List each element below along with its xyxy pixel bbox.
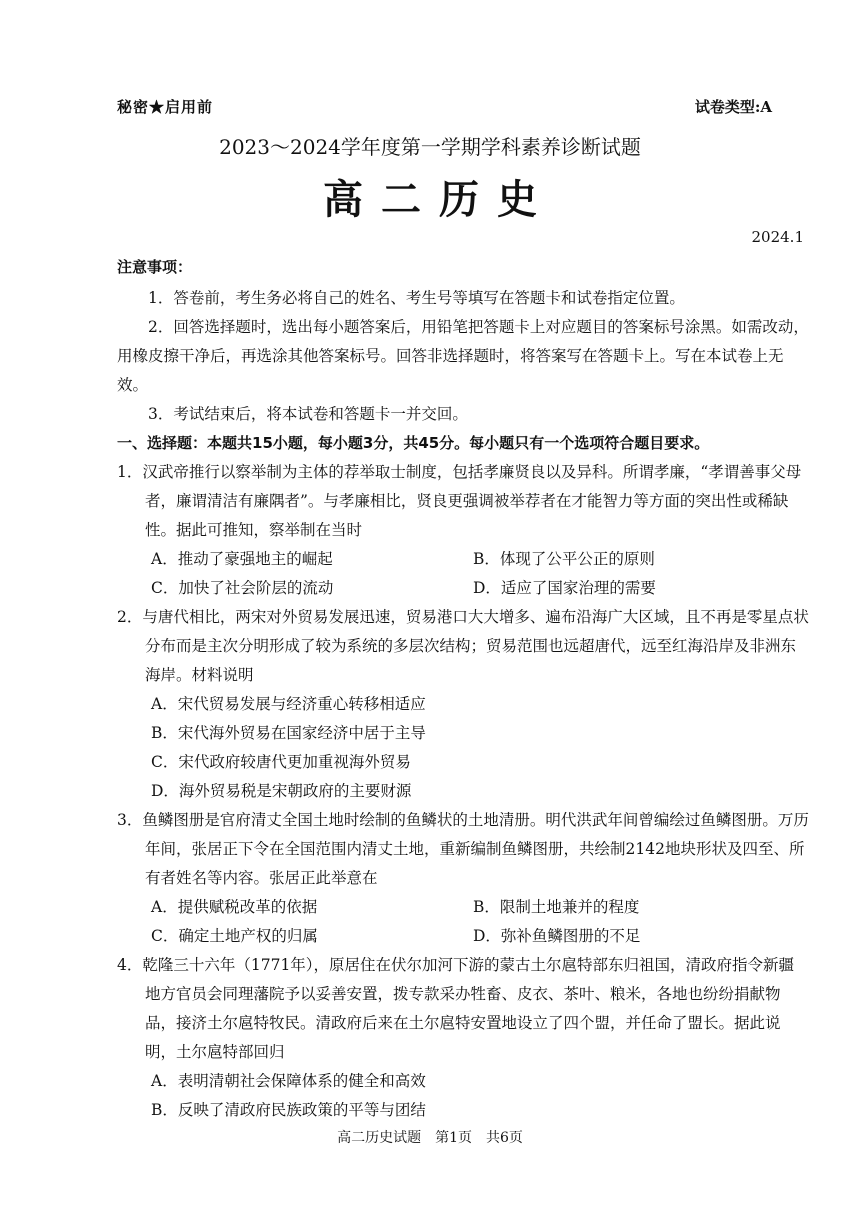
question-2-stem: 2．与唐代相比，两宋对外贸易发展迅速，贸易港口大大增多、遍布沿海广大区域，且不再是零星点状分布而是主次分明形成了较为系统的多层次结构；贸易范围也远超唐代，远至红海沿岸及非洲东海岸。材料说明 — [117, 608, 809, 684]
exam-body — [117, 284, 809, 1125]
exam-title: 2023～2024学年度第一学期学科素养诊断试题 — [219, 135, 641, 159]
question-3-option-d: D．弥补鱼鳞图册的不足 — [473, 927, 641, 945]
question-3-options-row-1 — [117, 893, 809, 922]
note-item-3: 3．考试结束后，将本试卷和答题卡一并交回。 — [148, 405, 468, 423]
secret-label: 秘密★启用前 — [117, 98, 214, 116]
page-footer: 高二历史试题 第1页 共6页 — [337, 1130, 523, 1146]
question-2-option-c: C．宋代政府较唐代更加重视海外贸易 — [151, 753, 411, 771]
notes-heading: 注意事项： — [117, 258, 193, 276]
question-2-option-b: B．宋代海外贸易在国家经济中居于主导 — [151, 724, 426, 742]
note-item-2: 2．回答选择题时，选出每小题答案后，用铅笔把答题卡上对应题目的答案标号涂黑。如需改动，用橡皮擦干净后，再选涂其他答案标号。回答非选择题时，将答案写在答题卡上。写在本试卷上无效。 — [117, 318, 809, 394]
question-1-option-a: A．推动了豪强地主的崛起 — [151, 550, 333, 568]
question-1-option-b: B．体现了公平公正的原则 — [473, 550, 655, 568]
question-1-options-row-2 — [117, 574, 809, 603]
section-heading: 一、选择题：本题共15小题，每小题3分，共45分。每小题只有一个选项符合题目要求。 — [117, 434, 710, 452]
question-3-option-a: A．提供赋税改革的依据 — [151, 898, 318, 916]
note-item-1: 1．答卷前，考生务必将自己的姓名、考生号等填写在答题卡和试卷指定位置。 — [148, 289, 685, 307]
question-1-stem: 1．汉武帝推行以察举制为主体的荐举取士制度，包括孝廉贤良以及异科。所谓孝廉，“孝谓善事父母者，廉谓清洁有廉隅者”。与孝廉相比，贤良更强调被举荐者在才能智力等方面的突出性或稀缺性。据此可推知，察举制在当时 — [117, 463, 802, 539]
question-3-option-b: B．限制土地兼并的程度 — [473, 898, 640, 916]
exam-date: 2024.1 — [751, 228, 804, 246]
question-3-stem: 3．鱼鳞图册是官府清丈全国土地时绘制的鱼鳞状的土地清册。明代洪武年间曾编绘过鱼鳞图册。万历年间，张居正下令在全国范围内清丈土地，重新编制鱼鳞图册，共绘制2142地块形状及四至、所有者姓名等内容。张居正此举意在 — [117, 811, 809, 887]
question-1-option-d: D．适应了国家治理的需要 — [473, 579, 656, 597]
question-2-option-d: D．海外贸易税是宋朝政府的主要财源 — [151, 782, 412, 800]
question-2-option-a: A．宋代贸易发展与经济重心转移相适应 — [151, 695, 426, 713]
paper-type-label: 试卷类型:A — [694, 98, 772, 116]
question-1-options-row-1 — [117, 545, 809, 574]
question-4-option-a: A．表明清朝社会保障体系的健全和高效 — [151, 1072, 426, 1090]
question-1-option-c: C．加快了社会阶层的流动 — [151, 579, 334, 597]
question-4-stem: 4．乾隆三十六年（1771年），原居住在伏尔加河下游的蒙古土尔扈特部东归祖国，清政府指令新疆地方官员会同理藩院予以妥善安置，拨专款采办牲畜、皮衣、茶叶、粮米，各地也纷纷捐献物品，接济土尔扈特牧民。清政府后来在土尔扈特安置地设立了四个盟，并任命了盟长。据此说明，土尔扈特部回归 — [117, 956, 795, 1061]
question-4-option-b: B．反映了清政府民族政策的平等与团结 — [151, 1101, 426, 1119]
question-3-option-c: C．确定土地产权的归属 — [151, 927, 318, 945]
subject-title: 高二历史 — [323, 176, 555, 223]
question-3-options-row-2 — [117, 922, 809, 951]
